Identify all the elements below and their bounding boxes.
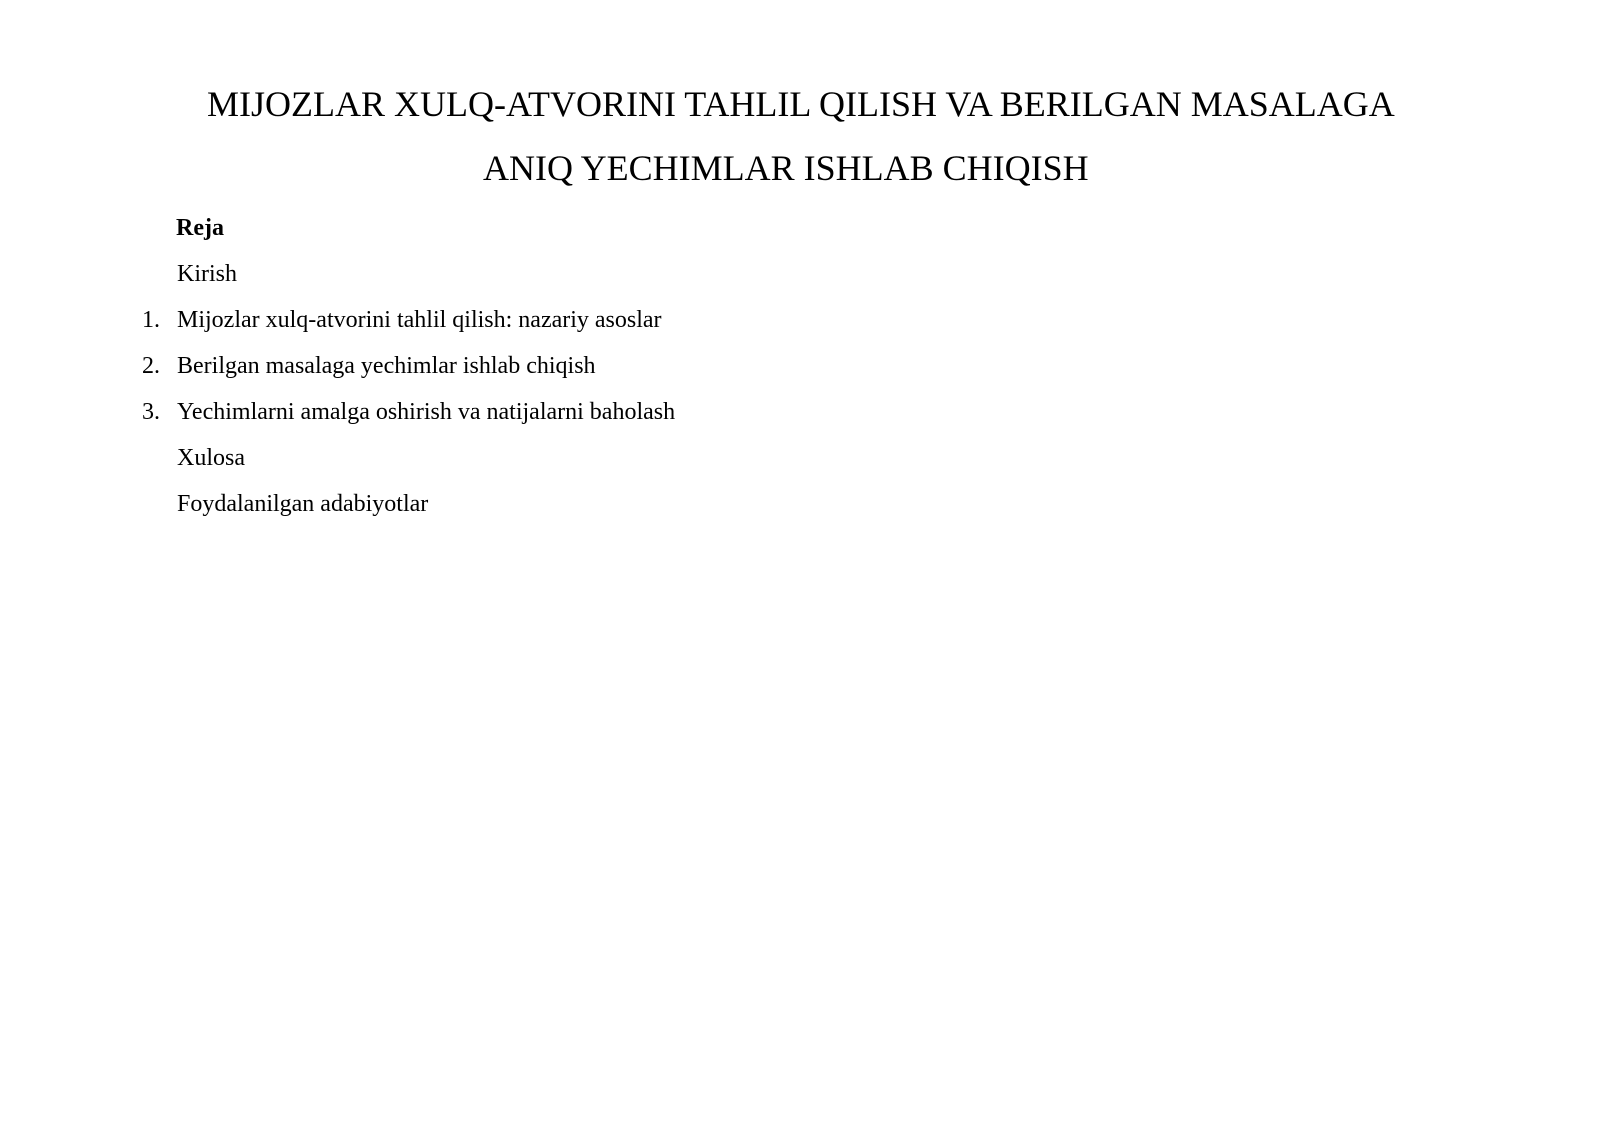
plan-heading: Reja	[176, 215, 224, 241]
toc-item-conclusion: Xulosa	[177, 445, 245, 471]
toc-item-intro: Kirish	[177, 261, 237, 287]
document-title-line-1: MIJOZLAR XULQ-ATVORINI TAHLIL QILISH VA BERILGAN MASALAGA	[207, 84, 1395, 124]
document-title-line-2: ANIQ YECHIMLAR ISHLAB CHIQISH	[483, 148, 1089, 188]
toc-item-number: 3.	[142, 399, 160, 425]
toc-item-references: Foydalanilgan adabiyotlar	[177, 491, 429, 517]
toc-item-text: Yechimlarni amalga oshirish va natijalarni baholash	[177, 399, 676, 425]
toc-item-number: 1.	[142, 307, 160, 333]
toc-item-text: Mijozlar xulq-atvorini tahlil qilish: nazariy asoslar	[177, 307, 662, 333]
toc-item-text: Berilgan masalaga yechimlar ishlab chiqish	[177, 353, 596, 379]
toc-item-number: 2.	[142, 353, 160, 379]
